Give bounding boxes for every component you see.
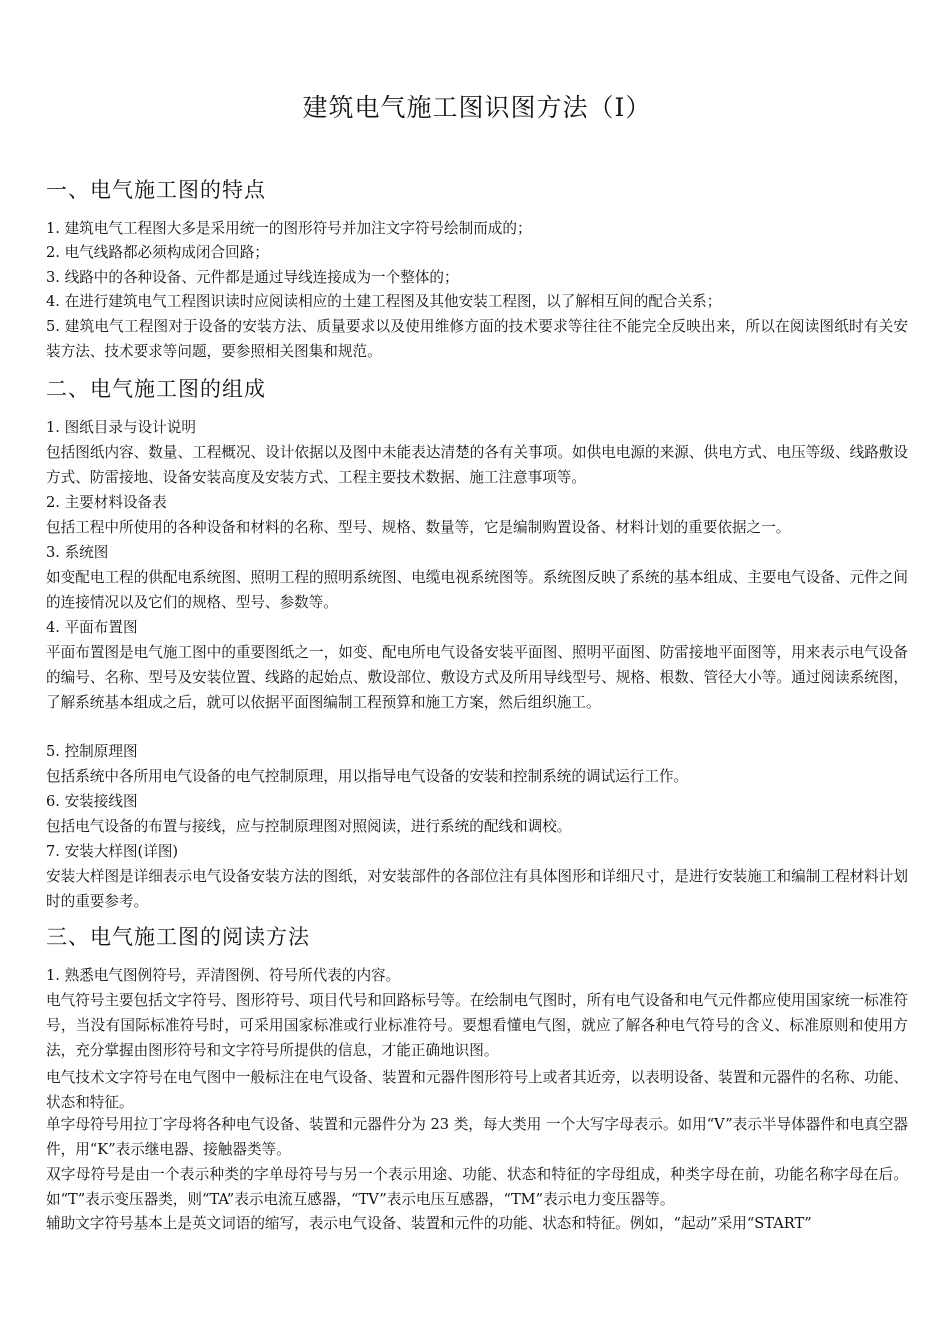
section-heading-reading-method: 三、电气施工图的阅读方法 [46, 925, 310, 949]
list-item: 1. 建筑电气工程图大多是采用统一的图形符号并加注文字符号绘制而成的； [46, 220, 532, 237]
paragraph: 辅助文字符号基本上是英文词语的缩写，表示电气设备、装置和元件的功能、状态和特征。例如，“起动”采用“START” [46, 1215, 812, 1232]
section-heading-composition: 二、电气施工图的组成 [46, 377, 266, 401]
item-text: 包括电气设备的布置与接线，应与控制原理图对照阅读，进行系统的配线和调校。 [46, 818, 572, 835]
section-heading-features: 一、电气施工图的特点 [46, 178, 266, 202]
item-text: 平面布置图是电气施工图中的重要图纸之一，如变、配电所电气设备安装平面图、照明平面图、防雷接地平面图等，用来表示电气设备的编号、名称、型号及安装位置、线路的起始点、敷设部位、敷设方式及所用导线型号、规格、根数、管径大小等。通过阅读系统图，了解系统基本组成之后，就可以依据平面图编制工程预算和施工方案，然后组织施工。 [46, 644, 908, 711]
item-label: 5. 控制原理图 [46, 743, 138, 760]
item-label: 1. 图纸目录与设计说明 [46, 419, 196, 436]
paragraph: 电气技术文字符号在电气图中一般标注在电气设备、装置和元器件图形符号上或者其近旁，以表明设备、装置和元器件的名称、功能、状态和特征。 [46, 1069, 908, 1111]
item-text: 包括工程中所使用的各种设备和材料的名称、型号、规格、数量等，它是编制购置设备、材料计划的重要依据之一。 [46, 519, 791, 536]
list-item: 5. 建筑电气工程图对于设备的安装方法、质量要求以及使用维修方面的技术要求等往往不能完全反映出来，所以在阅读图纸时有关安装方法、技术要求等问题，要参照相关图集和规范。 [46, 318, 908, 360]
item-label: 3. 系统图 [46, 544, 109, 561]
item-text: 安装大样图是详细表示电气设备安装方法的图纸，对安装部件的各部位注有具体图形和详细尺寸，是进行安装施工和编制工程材料计划时的重要参考。 [46, 868, 908, 910]
item-label: 7. 安装大样图(详图) [46, 843, 179, 860]
list-item: 3. 线路中的各种设备、元件都是通过导线连接成为一个整体的； [46, 269, 459, 286]
item-label: 4. 平面布置图 [46, 619, 138, 636]
item-label: 6. 安装接线图 [46, 793, 138, 810]
paragraph: 双字母符号是由一个表示种类的字单母符号与另一个表示用途、功能、状态和特征的字母组成，种类字母在前，功能名称字母在后。如“T”表示变压器类，则“TA”表示电流互感器，“TV”表示电压互感器，“TM”表示电力变压器等。 [46, 1166, 908, 1208]
list-item: 2. 电气线路都必须构成闭合回路； [46, 244, 269, 261]
item-text: 包括系统中各所用电气设备的电气控制原理，用以指导电气设备的安装和控制系统的调试运行工作。 [46, 768, 689, 785]
item-text: 包括图纸内容、数量、工程概况、设计依据以及图中未能表达清楚的各有关事项。如供电电源的来源、供电方式、电压等级、线路敷设方式、防雷接地、设备安装高度及安装方式、工程主要技术数据、施工注意事项等。 [46, 444, 908, 486]
item-label: 1. 熟悉电气图例符号，弄清图例、符号所代表的内容。 [46, 967, 401, 984]
paragraph: 单字母符号用拉丁字母将各种电气设备、装置和元器件分为 23 类，每大类用 一个大写字母表示。如用“V”表示半导体器件和电真空器件，用“K”表示继电器、接触器类等。 [46, 1116, 908, 1158]
item-text: 如变配电工程的供配电系统图、照明工程的照明系统图、电缆电视系统图等。系统图反映了系统的基本组成、主要电气设备、元件之间的连接情况以及它们的规格、型号、参数等。 [46, 569, 908, 611]
item-label: 2. 主要材料设备表 [46, 494, 167, 511]
paragraph: 电气符号主要包括文字符号、图形符号、项目代号和回路标号等。在绘制电气图时，所有电气设备和电气元件都应使用国家统一标准符号，当没有国际标准符号时，可采用国家标准或行业标准符号。要想看懂电气图，就应了解各种电气符号的含义、标准原则和使用方法，充分掌握由图形符号和文字符号所提供的信息，才能正确地识图。 [46, 992, 908, 1059]
document-title: 建筑电气施工图识图方法（I） [302, 93, 652, 122]
list-item: 4. 在进行建筑电气工程图识读时应阅读相应的土建工程图及其他安装工程图，以了解相互间的配合关系； [46, 293, 722, 310]
